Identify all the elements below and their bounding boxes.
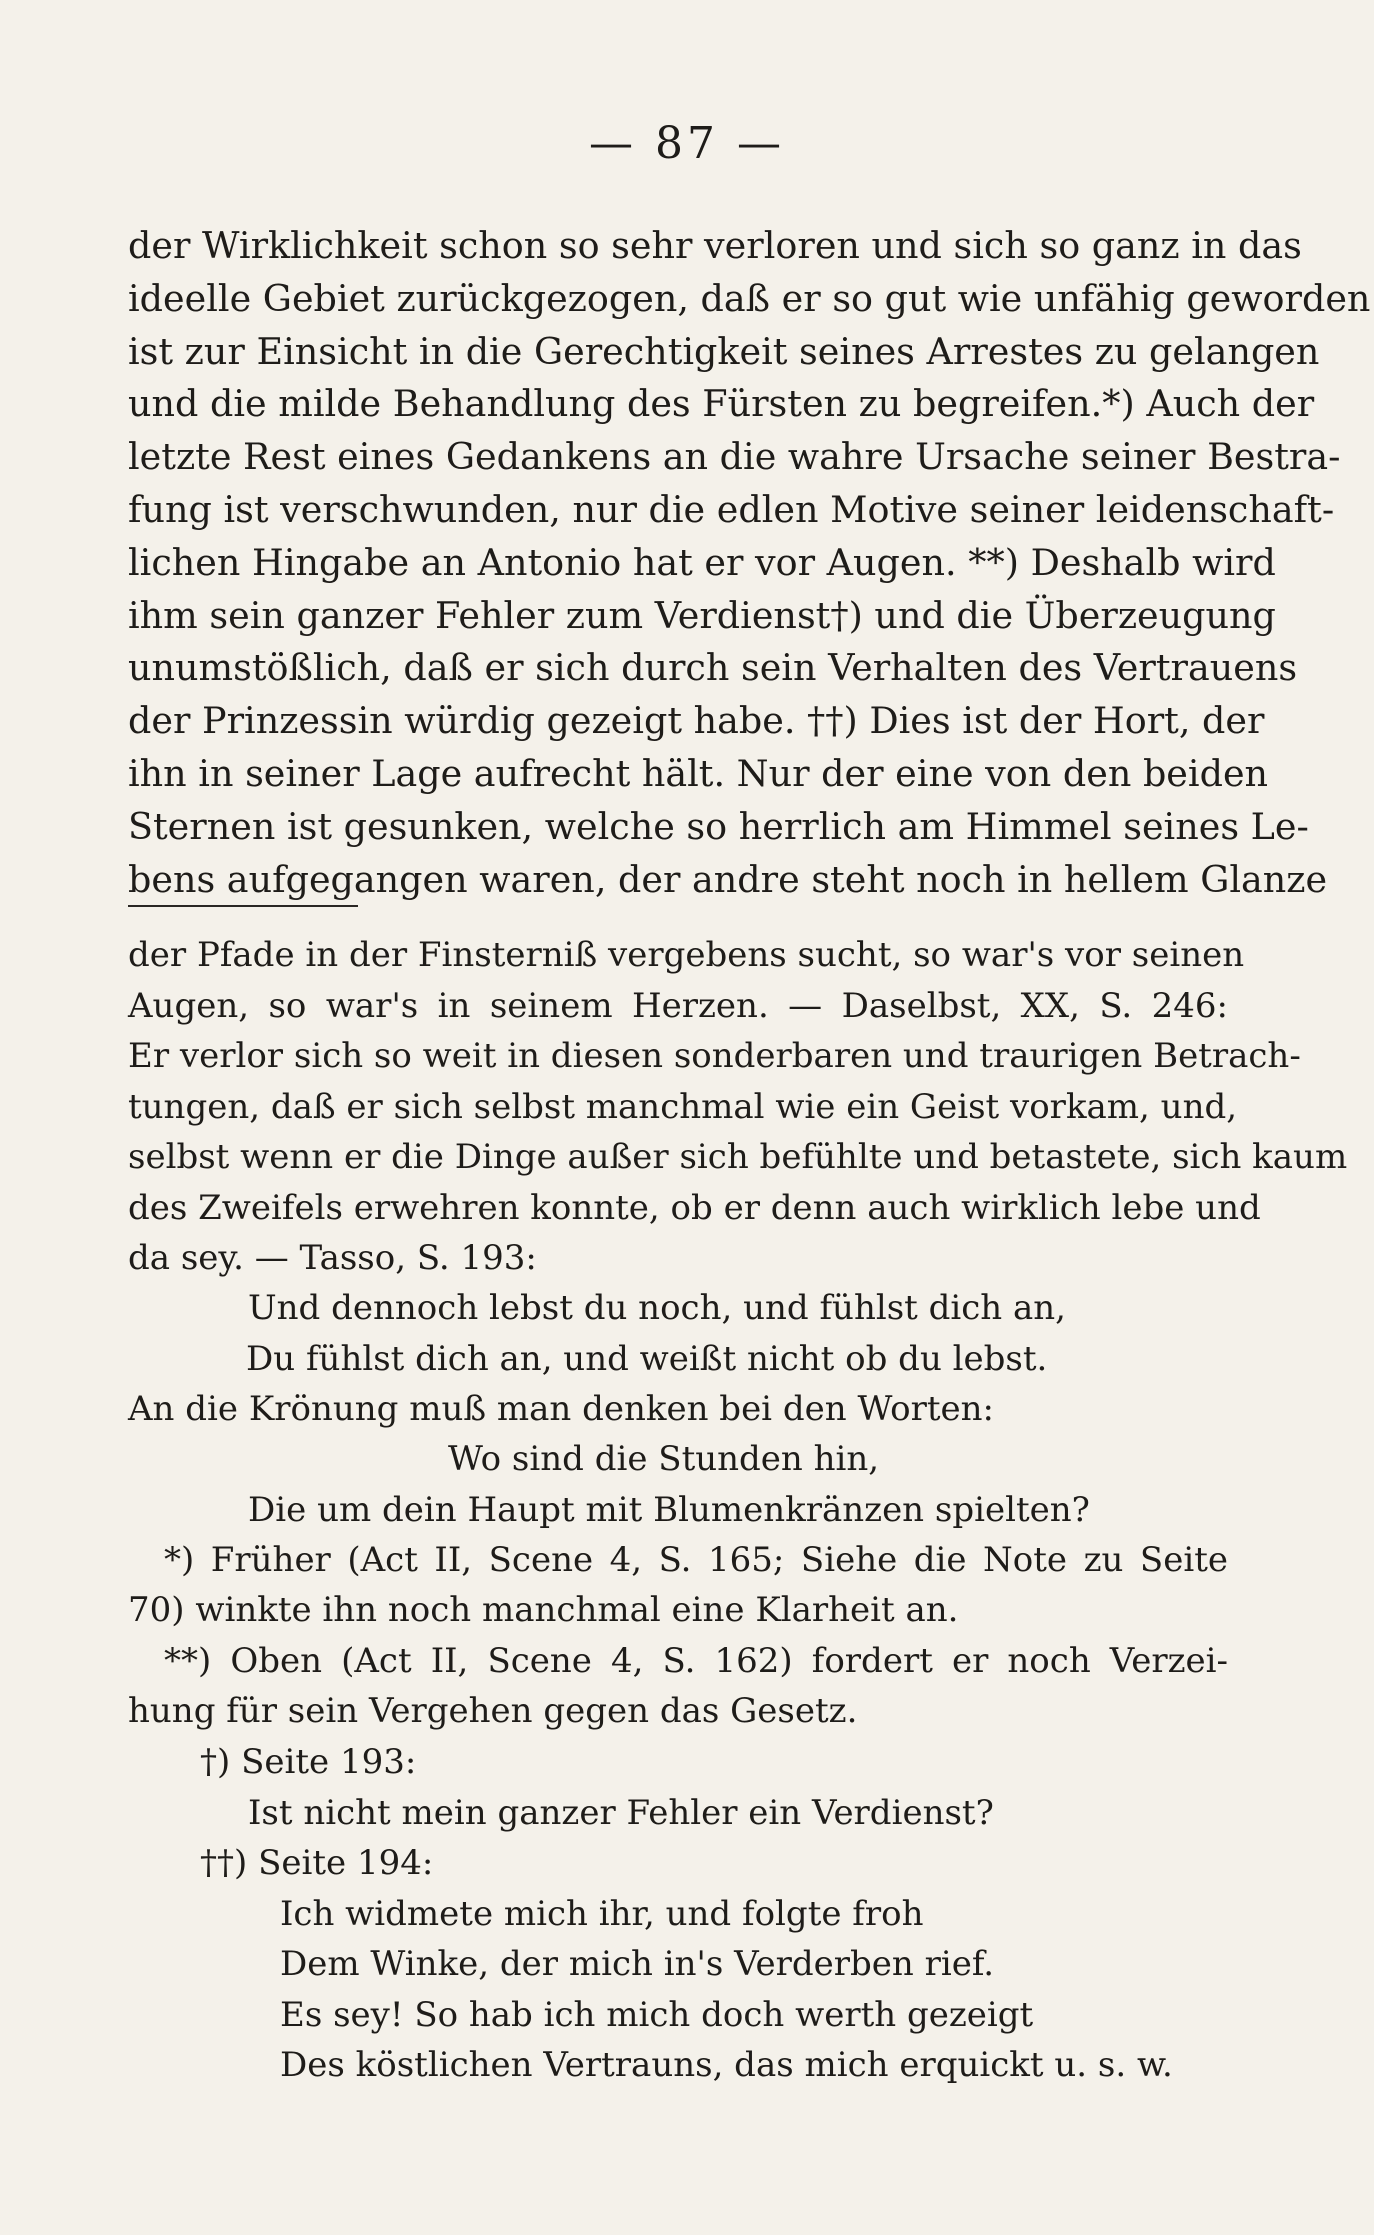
- main-text: [128, 220, 1371, 906]
- verse-line: Ist nicht mein ganzer Fehler ein Verdienst?: [248, 1792, 994, 1833]
- verse-line: Du fühlst dich an, und weißt nicht ob du lebst.: [246, 1338, 1048, 1379]
- text-line: bens aufgegangen waren, der andre steht noch in hellem Glanze: [128, 857, 1328, 901]
- footnote-line: *) Früher (Act II, Scene 4, S. 165; Siehe die Note zu Seite: [164, 1540, 1228, 1580]
- text-line: und die milde Behandlung des Fürsten zu begreifen.*) Auch der: [128, 382, 1315, 426]
- footnote-line: hung für sein Vergehen gegen das Gesetz.: [128, 1691, 858, 1731]
- verse-line: Des köstlichen Vertrauns, das mich erquickt u. s. w.: [280, 2045, 1173, 2085]
- footnote-continuation-last: [128, 1233, 1228, 1284]
- kroenung-remark: [128, 1384, 1228, 1435]
- verse-line: Dem Winke, der mich in's Verderben rief.: [280, 1944, 995, 1984]
- verse-line: Es sey! So hab ich mich doch werth gezeigt: [280, 1994, 1034, 2035]
- text-line: der Wirklichkeit schon so sehr verloren und sich so ganz in das: [128, 224, 1302, 267]
- footnote-line: Er verlor sich so weit in diesen sonderbaren und traurigen Betrach-: [128, 1036, 1301, 1076]
- text-line: letzte Rest eines Gedankens an die wahre Ursache seiner Bestra-: [128, 435, 1341, 479]
- text-line: der Prinzessin würdig gezeigt habe. ††) Dies ist der Hort, der: [128, 699, 1265, 743]
- footnote-2-cont: [128, 1686, 1228, 1737]
- verse-quote-2: [248, 1434, 1148, 1535]
- footnote-continuation: [128, 930, 1348, 1233]
- text-line: ist zur Einsicht in die Gerechtigkeit seines Arrestes zu gelangen: [128, 329, 1320, 373]
- footnote-1-cont: [128, 1585, 1228, 1636]
- footnote-line: **) Oben (Act II, Scene 4, S. 162) fordert er noch Verzei-: [164, 1641, 1228, 1681]
- text-line: lichen Hingabe an Antonio hat er vor Augen. **) Deshalb wird: [128, 540, 1276, 584]
- footnote-line: Augen, so war's in seinem Herzen. — Daselbst, XX, S. 246:: [128, 985, 1228, 1026]
- text-line: fung ist verschwunden, nur die edlen Motive seiner leidenschaft-: [128, 487, 1335, 531]
- footnote-line: An die Krönung muß man denken bei den Worten:: [128, 1389, 994, 1429]
- verse-line: Wo sind die Stunden hin,: [448, 1439, 880, 1479]
- footnote-line: des Zweifels erwehren konnte, ob er denn auch wirklich lebe und: [128, 1187, 1261, 1228]
- footnote-1: [128, 1535, 1228, 1586]
- verse-line: Und dennoch lebst du noch, und fühlst dich an,: [248, 1288, 1066, 1328]
- footnote-3: [200, 1737, 1100, 1838]
- footnote-line: 70) winkte ihn noch manchmal eine Klarheit an.: [128, 1590, 959, 1630]
- footnote-divider: [128, 905, 358, 907]
- text-line: ideelle Gebiet zurückgezogen, daß er so gut wie unfähig geworden: [128, 276, 1371, 320]
- text-line: ihn in seiner Lage aufrecht hält. Nur der eine von den beiden: [128, 751, 1269, 795]
- footnote-line: da sey. — Tasso, S. 193:: [128, 1238, 537, 1278]
- verse-line: Die um dein Haupt mit Blumenkränzen spielten?: [248, 1489, 1090, 1530]
- verse-quote-1: [248, 1283, 1148, 1384]
- footnote-2: [128, 1636, 1228, 1687]
- footnote-line: tungen, daß er sich selbst manchmal wie ein Geist vorkam, und,: [128, 1086, 1238, 1127]
- verse-line: Ich widmete mich ihr, und folgte froh: [280, 1893, 924, 1934]
- footnote-line: selbst wenn er die Dinge außer sich befühlte und betastete, sich kaum: [128, 1137, 1348, 1177]
- text-line: Sternen ist gesunken, welche so herrlich am Himmel seines Le-: [128, 804, 1309, 848]
- footnote-4: [200, 1838, 1173, 2091]
- footnote-line: †) Seite 193:: [200, 1742, 417, 1782]
- text-line: unumstößlich, daß er sich durch sein Verhalten des Vertrauens: [128, 646, 1298, 690]
- footnote-line: ††) Seite 194:: [200, 1843, 434, 1883]
- text-line: ihm sein ganzer Fehler zum Verdienst†) und die Überzeugung: [128, 593, 1276, 637]
- page-number: — 87 —: [589, 118, 785, 169]
- footnote-line: der Pfade in der Finsterniß vergebens sucht, so war's vor seinen: [128, 935, 1245, 975]
